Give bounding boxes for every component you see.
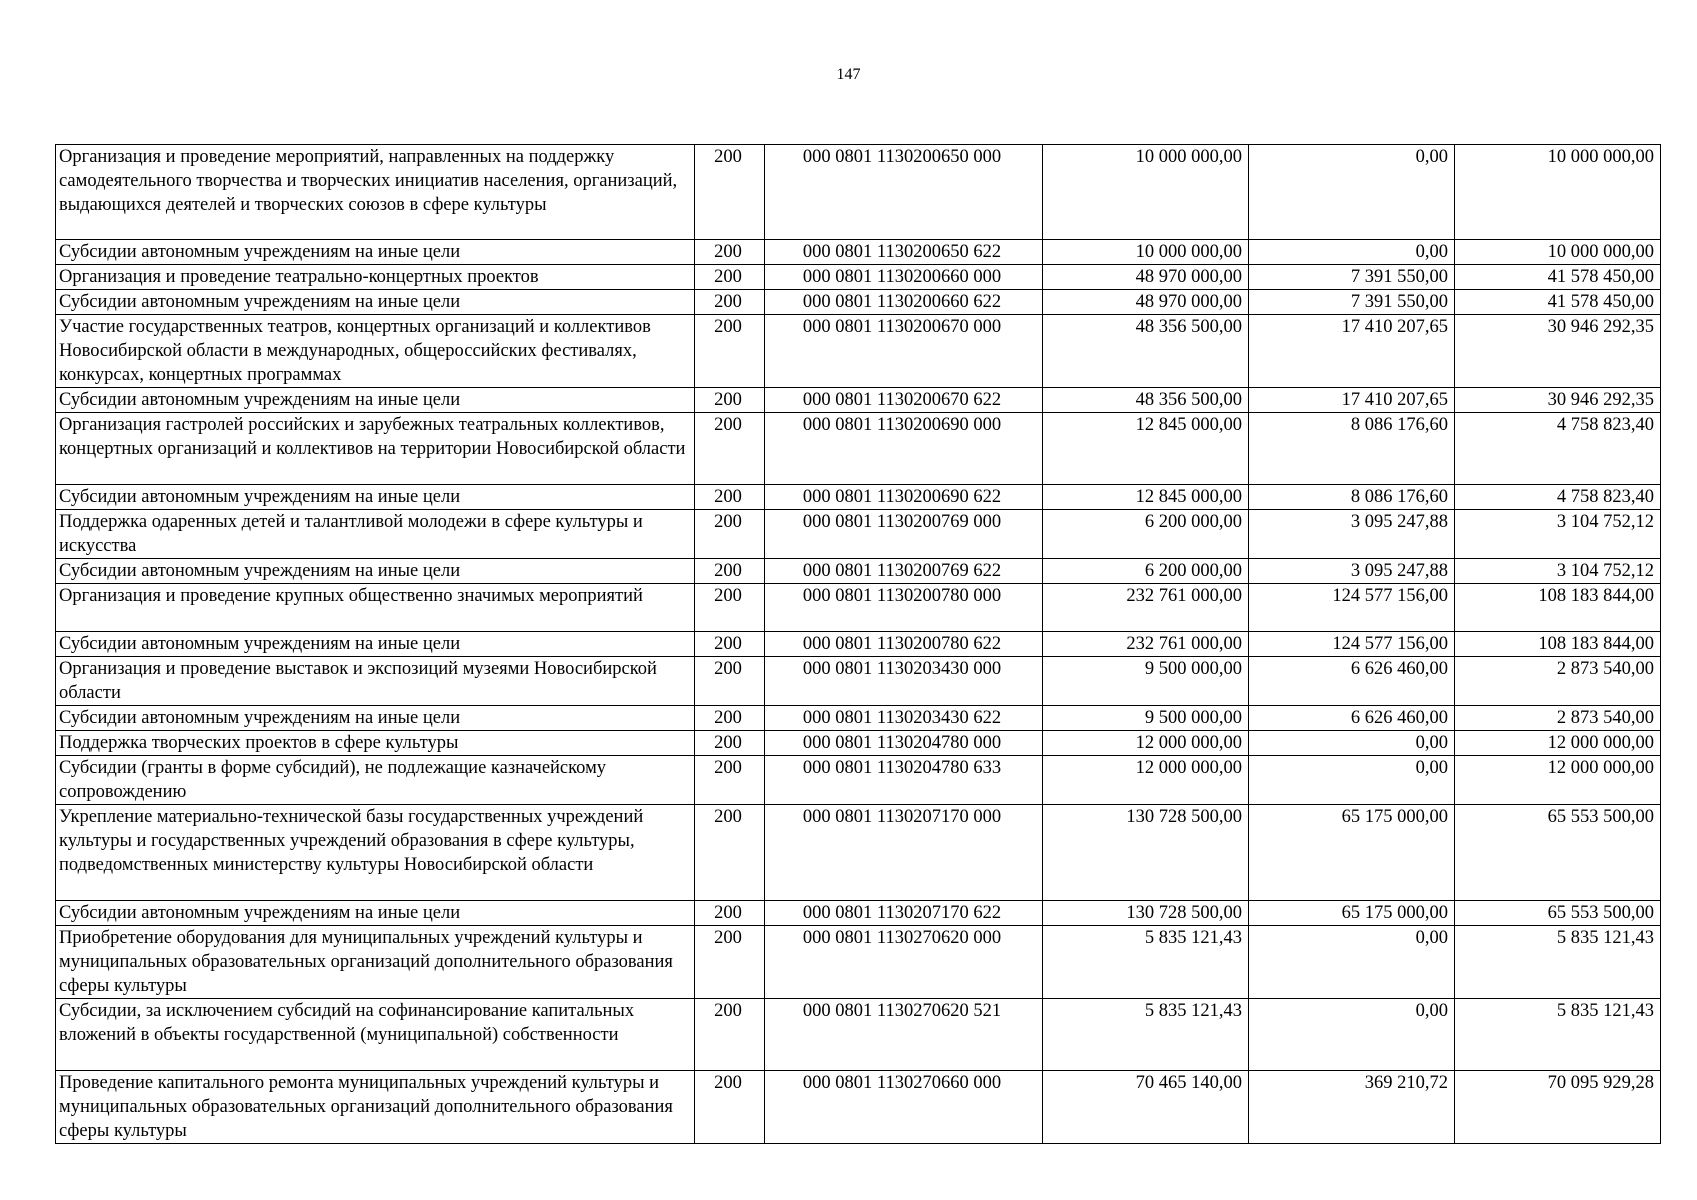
row-code-cell: 200	[695, 559, 765, 584]
row-name-cell: Субсидии, за исключением субсидий на софинансирование капитальных вложений в объекты государственной (муниципальной) собственности	[56, 999, 695, 1071]
row-code-cell: 200	[695, 290, 765, 315]
row-plan-cell: 48 970 000,00	[1043, 290, 1249, 315]
row-remaining-cell: 4 758 823,40	[1455, 413, 1661, 485]
row-name-cell: Укрепление материально-технической базы государственных учреждений культуры и государственных учреждений образования в сфере культуры, подведомственных министерству культуры Новосибирской области	[56, 805, 695, 901]
row-executed-cell: 8 086 176,60	[1249, 485, 1455, 510]
row-name-cell: Организация и проведение выставок и экспозиций музеями Новосибирской области	[56, 657, 695, 706]
row-executed-cell: 3 095 247,88	[1249, 510, 1455, 559]
row-plan-cell: 130 728 500,00	[1043, 901, 1249, 926]
row-remaining-cell: 10 000 000,00	[1455, 240, 1661, 265]
row-code-cell: 200	[695, 510, 765, 559]
row-plan-cell: 48 356 500,00	[1043, 388, 1249, 413]
row-code-cell: 200	[695, 756, 765, 805]
table-row	[56, 485, 1661, 510]
row-kbk-cell: 000 0801 1130200650 000	[765, 145, 1043, 240]
row-remaining-cell: 108 183 844,00	[1455, 584, 1661, 632]
row-remaining-cell: 70 095 929,28	[1455, 1071, 1661, 1144]
row-code-cell: 200	[695, 926, 765, 999]
row-code-cell: 200	[695, 145, 765, 240]
row-executed-cell: 0,00	[1249, 999, 1455, 1071]
row-executed-cell: 124 577 156,00	[1249, 584, 1455, 632]
row-kbk-cell: 000 0801 1130200690 622	[765, 485, 1043, 510]
row-name-cell: Организация гастролей российских и зарубежных театральных коллективов, концертных организаций и коллективов на территории Новосибирской области	[56, 413, 695, 485]
table-row	[56, 756, 1661, 805]
row-code-cell: 200	[695, 805, 765, 901]
row-kbk-cell: 000 0801 1130270660 000	[765, 1071, 1043, 1144]
table-row	[56, 1071, 1661, 1144]
row-kbk-cell: 000 0801 1130200670 000	[765, 315, 1043, 388]
row-name-cell: Субсидии автономным учреждениям на иные цели	[56, 485, 695, 510]
row-name-cell: Участие государственных театров, концертных организаций и коллективов Новосибирской области в международных, общероссийских фестивалях, конкурсах, концертных программах	[56, 315, 695, 388]
table-row	[56, 413, 1661, 485]
row-name-cell: Субсидии автономным учреждениям на иные цели	[56, 706, 695, 731]
table-row	[56, 706, 1661, 731]
row-code-cell: 200	[695, 413, 765, 485]
row-remaining-cell: 108 183 844,00	[1455, 632, 1661, 657]
table-row	[56, 584, 1661, 632]
row-executed-cell: 17 410 207,65	[1249, 315, 1455, 388]
row-name-cell: Организация и проведение театрально-концертных проектов	[56, 265, 695, 290]
row-remaining-cell: 41 578 450,00	[1455, 290, 1661, 315]
row-plan-cell: 6 200 000,00	[1043, 559, 1249, 584]
table-row	[56, 510, 1661, 559]
row-kbk-cell: 000 0801 1130200769 622	[765, 559, 1043, 584]
row-plan-cell: 12 000 000,00	[1043, 731, 1249, 756]
table-row	[56, 315, 1661, 388]
row-code-cell: 200	[695, 632, 765, 657]
row-name-cell: Субсидии автономным учреждениям на иные цели	[56, 632, 695, 657]
budget-table-body	[56, 145, 1661, 1144]
row-plan-cell: 12 000 000,00	[1043, 756, 1249, 805]
row-remaining-cell: 10 000 000,00	[1455, 145, 1661, 240]
row-plan-cell: 48 356 500,00	[1043, 315, 1249, 388]
row-executed-cell: 369 210,72	[1249, 1071, 1455, 1144]
row-name-cell: Приобретение оборудования для муниципальных учреждений культуры и муниципальных образовательных организаций дополнительного образования сферы культуры	[56, 926, 695, 999]
row-plan-cell: 5 835 121,43	[1043, 926, 1249, 999]
row-plan-cell: 10 000 000,00	[1043, 240, 1249, 265]
table-row	[56, 731, 1661, 756]
row-remaining-cell: 5 835 121,43	[1455, 999, 1661, 1071]
row-code-cell: 200	[695, 388, 765, 413]
page-number: 147	[836, 66, 861, 83]
row-remaining-cell: 30 946 292,35	[1455, 315, 1661, 388]
row-plan-cell: 130 728 500,00	[1043, 805, 1249, 901]
row-kbk-cell: 000 0801 1130200650 622	[765, 240, 1043, 265]
table-row	[56, 926, 1661, 999]
row-remaining-cell: 4 758 823,40	[1455, 485, 1661, 510]
row-plan-cell: 10 000 000,00	[1043, 145, 1249, 240]
row-executed-cell: 6 626 460,00	[1249, 706, 1455, 731]
row-remaining-cell: 65 553 500,00	[1455, 805, 1661, 901]
table-row	[56, 388, 1661, 413]
table-row	[56, 240, 1661, 265]
row-kbk-cell: 000 0801 1130200780 622	[765, 632, 1043, 657]
row-executed-cell: 124 577 156,00	[1249, 632, 1455, 657]
row-kbk-cell: 000 0801 1130203430 000	[765, 657, 1043, 706]
row-executed-cell: 0,00	[1249, 926, 1455, 999]
table-row	[56, 805, 1661, 901]
row-name-cell: Организация и проведение мероприятий, направленных на поддержку самодеятельного творчества и творческих инициатив населения, организаций, выдающихся деятелей и творческих союзов в сфере культуры	[56, 145, 695, 240]
table-row	[56, 290, 1661, 315]
row-remaining-cell: 41 578 450,00	[1455, 265, 1661, 290]
row-remaining-cell: 12 000 000,00	[1455, 756, 1661, 805]
row-code-cell: 200	[695, 485, 765, 510]
row-name-cell: Поддержка творческих проектов в сфере культуры	[56, 731, 695, 756]
row-remaining-cell: 12 000 000,00	[1455, 731, 1661, 756]
table-row	[56, 901, 1661, 926]
row-name-cell: Субсидии автономным учреждениям на иные цели	[56, 240, 695, 265]
row-plan-cell: 12 845 000,00	[1043, 485, 1249, 510]
row-remaining-cell: 2 873 540,00	[1455, 657, 1661, 706]
row-kbk-cell: 000 0801 1130200660 000	[765, 265, 1043, 290]
row-kbk-cell: 000 0801 1130200780 000	[765, 584, 1043, 632]
row-code-cell: 200	[695, 901, 765, 926]
row-kbk-cell: 000 0801 1130204780 633	[765, 756, 1043, 805]
row-remaining-cell: 65 553 500,00	[1455, 901, 1661, 926]
row-code-cell: 200	[695, 706, 765, 731]
row-code-cell: 200	[695, 731, 765, 756]
row-executed-cell: 0,00	[1249, 145, 1455, 240]
row-executed-cell: 17 410 207,65	[1249, 388, 1455, 413]
budget-table	[55, 144, 1661, 1144]
row-kbk-cell: 000 0801 1130204780 000	[765, 731, 1043, 756]
row-executed-cell: 7 391 550,00	[1249, 265, 1455, 290]
row-plan-cell: 48 970 000,00	[1043, 265, 1249, 290]
row-name-cell: Организация и проведение крупных общественно значимых мероприятий	[56, 584, 695, 632]
row-plan-cell: 232 761 000,00	[1043, 584, 1249, 632]
table-row	[56, 999, 1661, 1071]
row-plan-cell: 12 845 000,00	[1043, 413, 1249, 485]
row-kbk-cell: 000 0801 1130207170 000	[765, 805, 1043, 901]
row-remaining-cell: 3 104 752,12	[1455, 510, 1661, 559]
row-plan-cell: 70 465 140,00	[1043, 1071, 1249, 1144]
row-code-cell: 200	[695, 315, 765, 388]
row-executed-cell: 8 086 176,60	[1249, 413, 1455, 485]
row-plan-cell: 5 835 121,43	[1043, 999, 1249, 1071]
row-plan-cell: 6 200 000,00	[1043, 510, 1249, 559]
row-name-cell: Субсидии автономным учреждениям на иные цели	[56, 559, 695, 584]
row-plan-cell: 9 500 000,00	[1043, 657, 1249, 706]
table-row	[56, 145, 1661, 240]
row-executed-cell: 0,00	[1249, 240, 1455, 265]
row-executed-cell: 65 175 000,00	[1249, 901, 1455, 926]
row-remaining-cell: 5 835 121,43	[1455, 926, 1661, 999]
row-kbk-cell: 000 0801 1130200690 000	[765, 413, 1043, 485]
row-code-cell: 200	[695, 240, 765, 265]
row-code-cell: 200	[695, 999, 765, 1071]
row-kbk-cell: 000 0801 1130200769 000	[765, 510, 1043, 559]
row-code-cell: 200	[695, 657, 765, 706]
row-remaining-cell: 3 104 752,12	[1455, 559, 1661, 584]
row-executed-cell: 0,00	[1249, 731, 1455, 756]
table-row	[56, 632, 1661, 657]
row-kbk-cell: 000 0801 1130200660 622	[765, 290, 1043, 315]
row-kbk-cell: 000 0801 1130270620 521	[765, 999, 1043, 1071]
row-kbk-cell: 000 0801 1130200670 622	[765, 388, 1043, 413]
row-executed-cell: 3 095 247,88	[1249, 559, 1455, 584]
row-code-cell: 200	[695, 265, 765, 290]
row-remaining-cell: 2 873 540,00	[1455, 706, 1661, 731]
row-kbk-cell: 000 0801 1130207170 622	[765, 901, 1043, 926]
table-row	[56, 559, 1661, 584]
table-row	[56, 657, 1661, 706]
row-name-cell: Субсидии (гранты в форме субсидий), не подлежащие казначейскому сопровождению	[56, 756, 695, 805]
row-kbk-cell: 000 0801 1130203430 622	[765, 706, 1043, 731]
table-row	[56, 265, 1661, 290]
row-executed-cell: 7 391 550,00	[1249, 290, 1455, 315]
row-code-cell: 200	[695, 1071, 765, 1144]
row-executed-cell: 0,00	[1249, 756, 1455, 805]
row-name-cell: Субсидии автономным учреждениям на иные цели	[56, 290, 695, 315]
row-name-cell: Проведение капитального ремонта муниципальных учреждений культуры и муниципальных образовательных организаций дополнительного образования сферы культуры	[56, 1071, 695, 1144]
row-plan-cell: 232 761 000,00	[1043, 632, 1249, 657]
row-name-cell: Поддержка одаренных детей и талантливой молодежи в сфере культуры и искусства	[56, 510, 695, 559]
row-name-cell: Субсидии автономным учреждениям на иные цели	[56, 388, 695, 413]
row-code-cell: 200	[695, 584, 765, 632]
row-name-cell: Субсидии автономным учреждениям на иные цели	[56, 901, 695, 926]
row-kbk-cell: 000 0801 1130270620 000	[765, 926, 1043, 999]
row-executed-cell: 6 626 460,00	[1249, 657, 1455, 706]
row-plan-cell: 9 500 000,00	[1043, 706, 1249, 731]
row-remaining-cell: 30 946 292,35	[1455, 388, 1661, 413]
row-executed-cell: 65 175 000,00	[1249, 805, 1455, 901]
